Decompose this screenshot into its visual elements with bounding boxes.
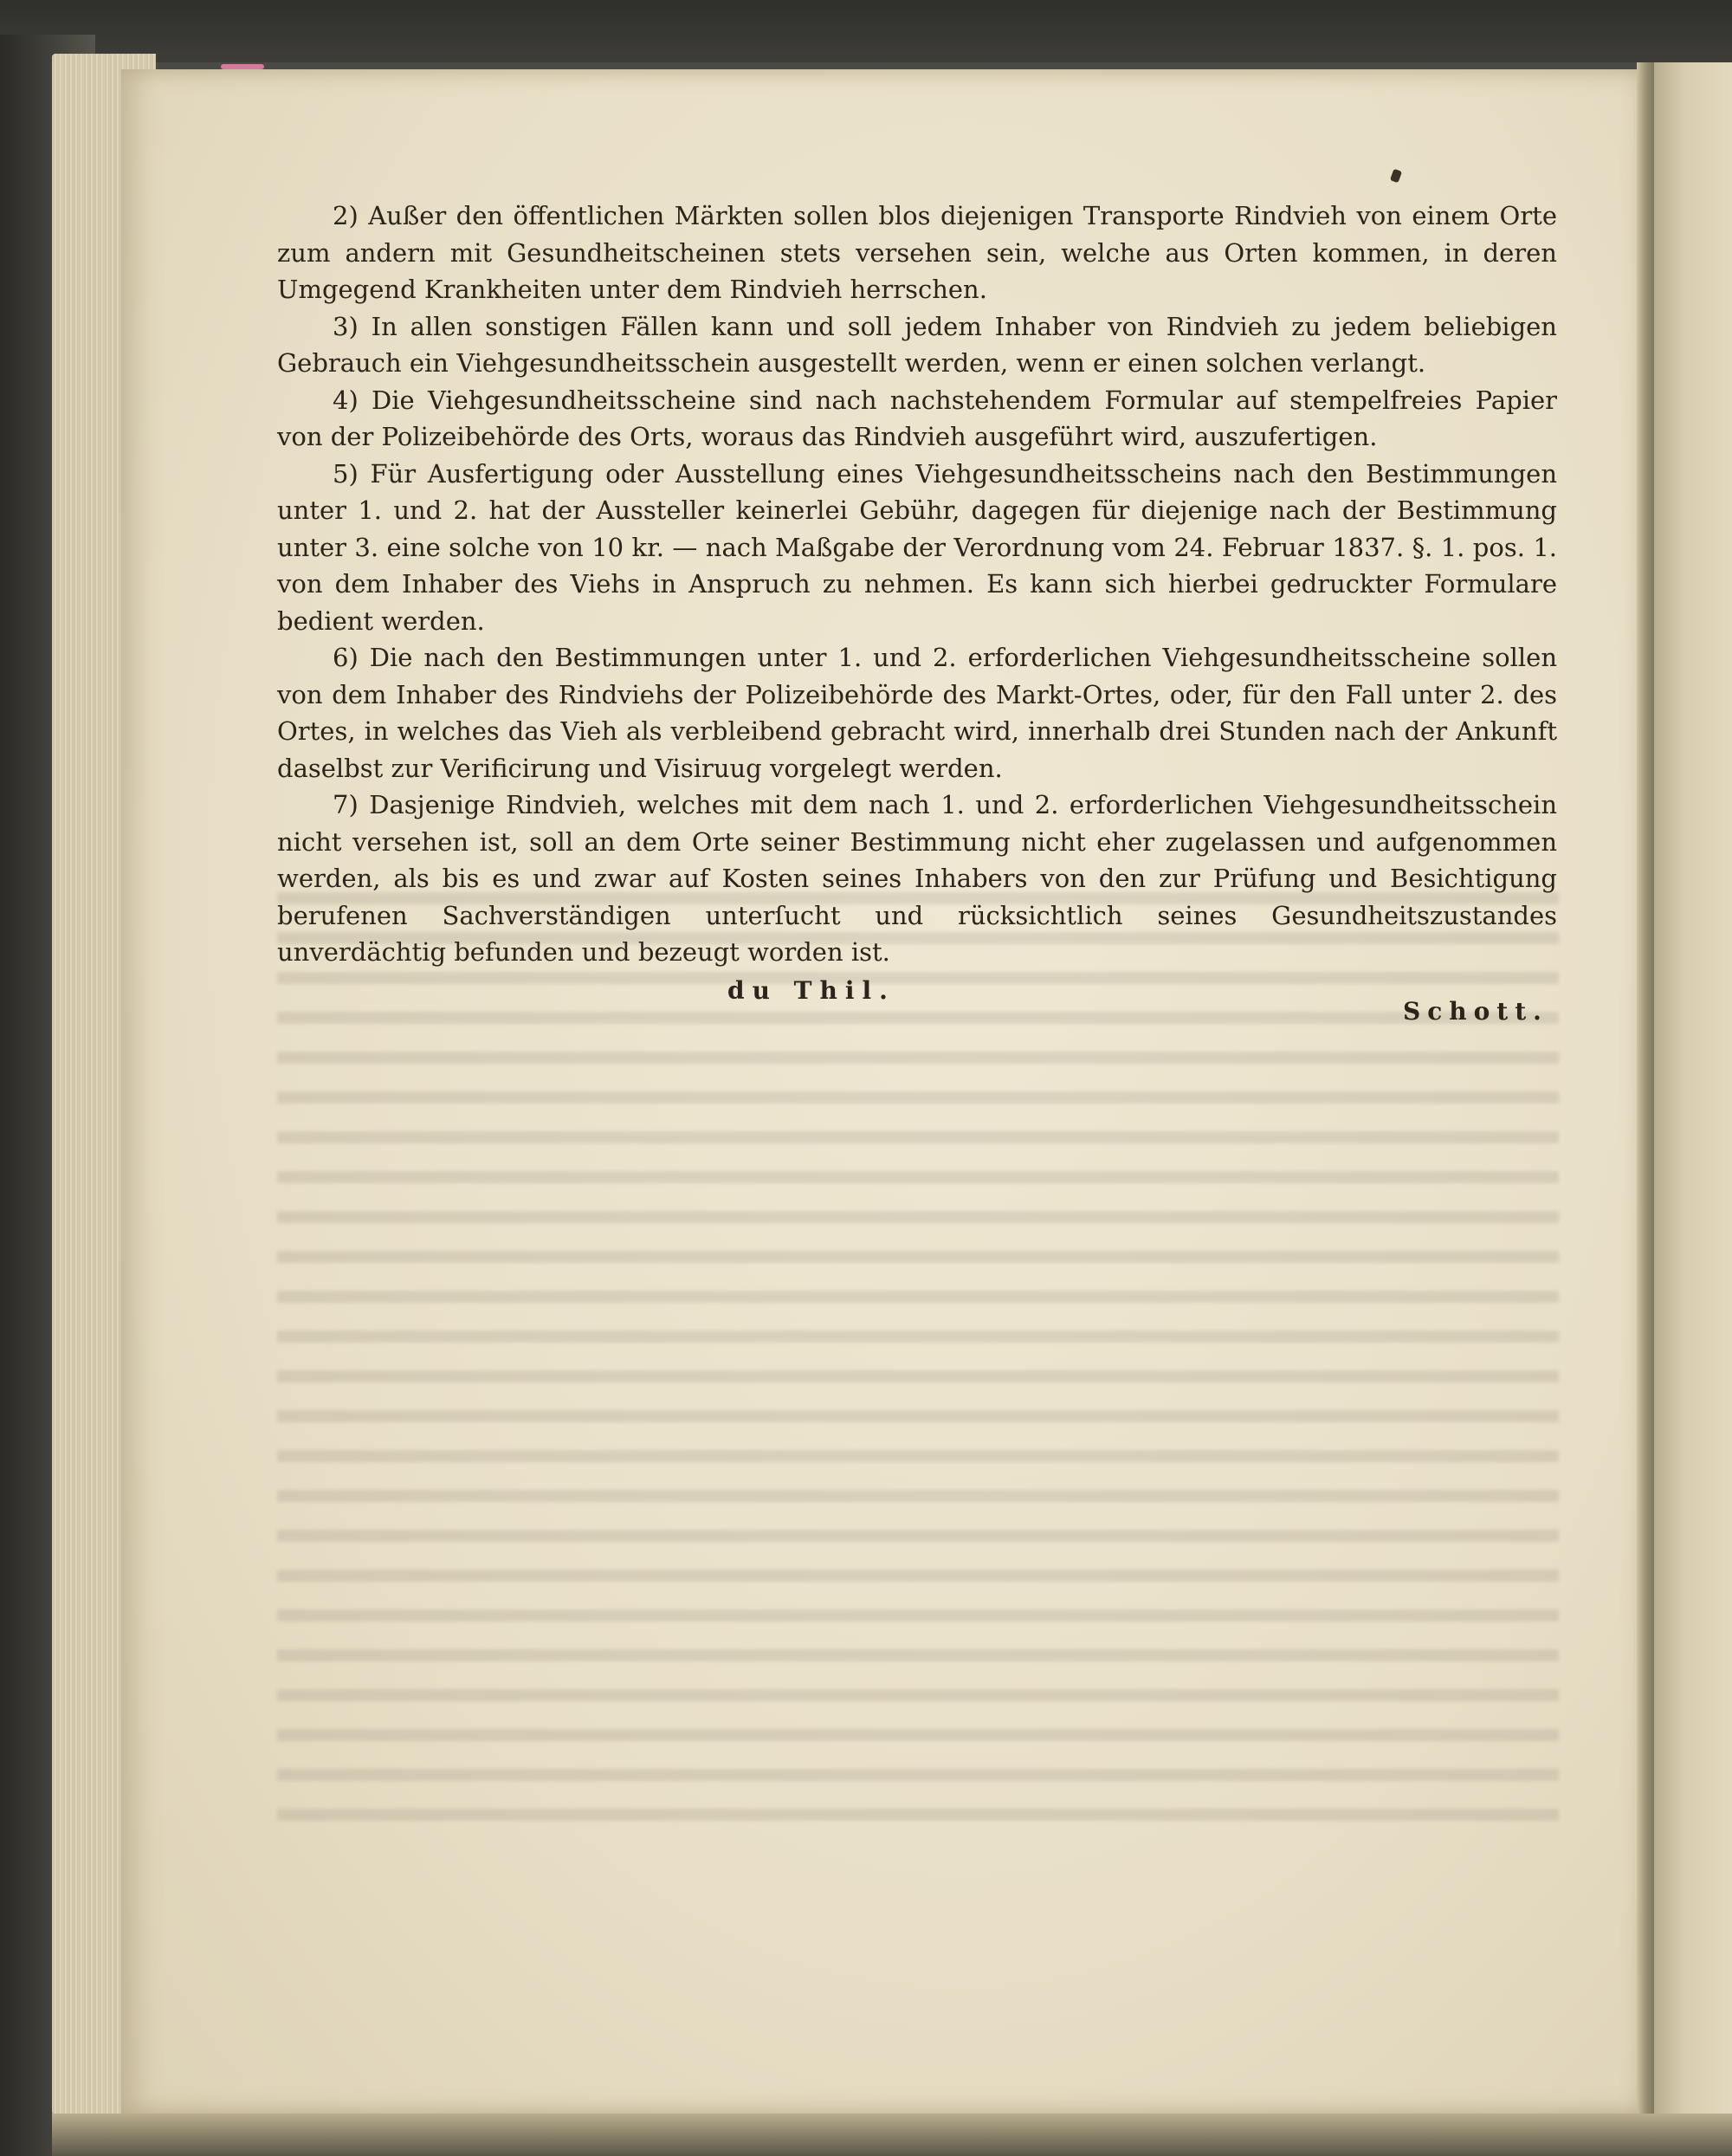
page-bottom-edge [52, 2114, 1732, 2156]
paragraph-3: 3) In allen sonstigen Fällen kann und soll jedem Inhaber von Rindvieh zu jedem beliebigen Gebrauch ein Viehgesundheitsschein ausgestellt werden, wenn er einen solchen verlangt. [277, 311, 1557, 378]
signature-block [277, 973, 1557, 1026]
signature-du-thil: du Thil. [727, 975, 895, 1005]
paragraph-5: 5) Für Ausfertigung oder Ausstellung eines Viehgesundheitsscheins nach den Bestimmungen unter 1. und 2. hat der Aussteller keinerlei Gebühr, dagegen für diejenige nach der Bestimmung unter 3. eine solche von 10 kr. — nach Maßgabe der Verordnung vom 24. Februar 1837. §. 1. pos. 1. von dem Inhaber des Viehs in Anspruch zu nehmen. Es kann sich hierbei gedruckter Formulare bedient werden. [277, 458, 1557, 636]
bookmark-ribbon [221, 64, 264, 69]
book-gutter [1637, 62, 1654, 2115]
paragraph-7: 7) Dasjenige Rindvieh, welches mit dem nach 1. und 2. erforderlichen Viehgesundheitsschein nicht versehen ist, soll an dem Orte seiner Bestimmung nicht eher zugelassen und aufgenommen werden, als bis es und zwar auf Kosten seines Inhabers von den zur Prüfung und Besichtigung berufenen Sachverständigen unterſucht und rücksichtlich seines Gesundheitszustandes unverdächtig befunden und bezeugt worden ist. [277, 790, 1557, 967]
paragraph-6: 6) Die nach den Bestimmungen unter 1. und 2. erforderlichen Viehgesundheitsscheine sollen von dem Inhaber des Rindviehs der Polizeibehörde des Markt-Ortes, oder, für den Fall unter 2. des Ortes, in welches das Vieh als verbleibend gebracht wird, innerhalb drei Stunden nach der Ankunft daselbst zur Verificirung und Visiruug vorgelegt werden. [277, 643, 1557, 783]
bleed-through-text [277, 892, 1559, 1845]
signature-schott: Schott. [1403, 996, 1548, 1026]
paragraph-2: 2) Außer den öffentlichen Märkten sollen blos diejenigen Transporte Rindvieh von einem Orte zum andern mit Gesundheitscheinen stets versehen sein, welche aus Orten kommen, in deren Umgegend Krankheiten unter dem Rindvieh herrschen. [277, 201, 1557, 304]
paragraph-4: 4) Die Viehgesundheitsscheine sind nach nachstehendem Formular auf stempelfreies Papier von der Polizeibehörde des Orts, woraus das Rindvieh ausgeführt wird, auszufertigen. [277, 385, 1557, 451]
facing-page-edge [1654, 62, 1732, 2115]
document-body [277, 197, 1557, 1026]
scan-backdrop [0, 0, 1732, 62]
